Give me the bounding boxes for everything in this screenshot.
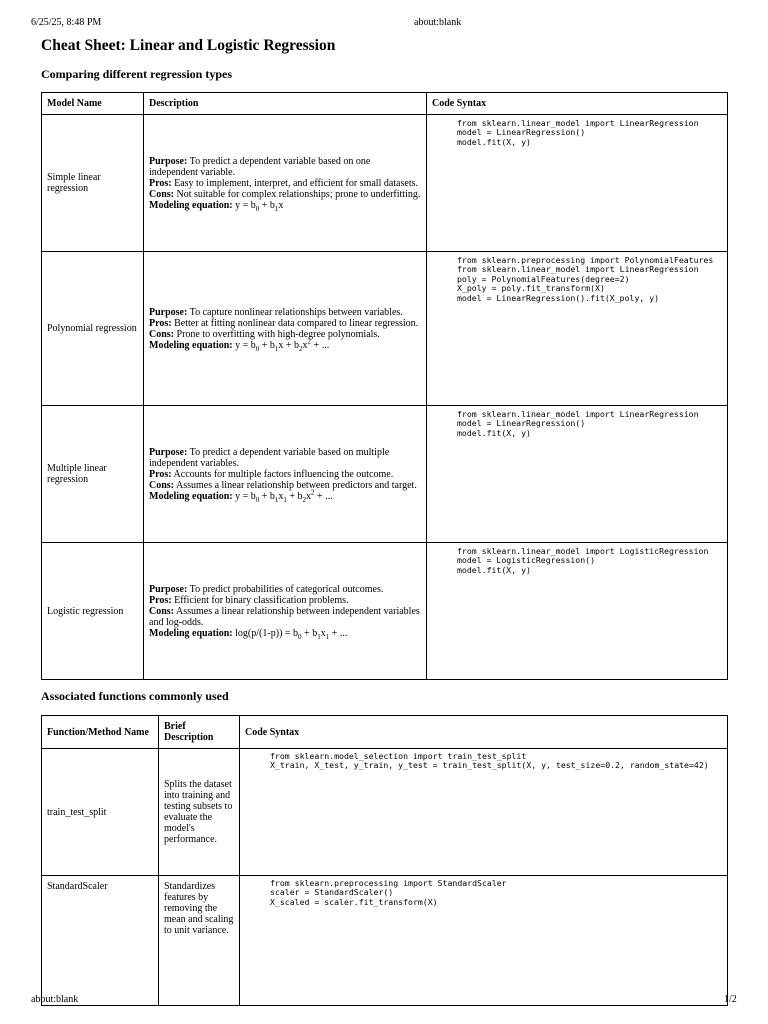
code-cell (240, 749, 728, 876)
cons-text: Not suitable for complex relationships; prone to underfitting. (176, 188, 421, 200)
purpose-label: Purpose: (149, 306, 188, 318)
model-name: Polynomial regression (42, 252, 144, 406)
equation: $y = b_0 + b_1x$ (235, 199, 284, 213)
purpose-text: To capture nonlinear relationships between variables. (189, 306, 403, 318)
regression-types-table (41, 92, 728, 680)
code-cell (427, 543, 728, 680)
equation: $y = b_0 + b_1x + b_2x^2$ + ... (235, 337, 330, 353)
table-row (42, 115, 728, 252)
code-cell (427, 252, 728, 406)
cons-text: Assumes a linear relationship between predictors and target. (175, 479, 417, 491)
table-row (42, 876, 728, 1006)
column-header: Code Syntax (240, 716, 728, 749)
model-description (144, 115, 427, 252)
section-heading-regression-types: Comparing different regression types (41, 67, 232, 81)
section-heading-associated-functions: Associated functions commonly used (41, 689, 229, 703)
cons-label: Cons: (149, 188, 175, 200)
equation-label: Modeling equation: (149, 199, 233, 211)
equation: $\log(p/(1-p)) = b_0 + b_1x_1$ + ... (235, 627, 348, 641)
purpose-label: Purpose: (149, 583, 188, 595)
code-cell (427, 406, 728, 543)
column-header: Model Name (42, 93, 144, 115)
code-snippet: from sklearn.linear_model import LogisticRegression model = LogisticRegression() model.fit(X, y) (457, 547, 709, 575)
print-url-header: about:blank (414, 17, 462, 28)
table-header-row (42, 93, 728, 115)
code-snippet: from sklearn.linear_model import LinearRegression model = LinearRegression() model.fit(X, y) (457, 119, 699, 147)
cons-label: Cons: (149, 605, 175, 617)
model-name: Simple linear regression (42, 115, 144, 252)
page-number: 1/2 (724, 994, 737, 1005)
cons-label: Cons: (149, 479, 175, 491)
equation-label: Modeling equation: (149, 339, 233, 351)
cons-text: Assumes a linear relationship between independent variables and log-odds. (149, 605, 420, 628)
model-description (144, 252, 427, 406)
function-name: train_test_split (42, 749, 159, 876)
table-header-row (42, 716, 728, 749)
code-snippet: from sklearn.preprocessing import StandardScaler scaler = StandardScaler() X_scaled = scaler.fit_transform(X) (270, 879, 507, 907)
code-snippet: from sklearn.linear_model import LinearRegression model = LinearRegression() model.fit(X, y) (457, 410, 699, 438)
pros-label: Pros: (149, 594, 172, 606)
cons-label: Cons: (149, 328, 175, 340)
pros-label: Pros: (149, 468, 172, 480)
equation-label: Modeling equation: (149, 490, 233, 502)
column-header: Description (144, 93, 427, 115)
code-cell (240, 876, 728, 1006)
column-header: Brief Description (159, 716, 240, 749)
equation: $y = b_0 + b_1x_1 + b_2x^2$ + ... (235, 488, 333, 504)
function-name: StandardScaler (42, 876, 159, 1006)
purpose-text: To predict a dependent variable based on one independent variable. (149, 155, 371, 178)
column-header: Function/Method Name (42, 716, 159, 749)
associated-functions-table (41, 715, 728, 1006)
pros-label: Pros: (149, 317, 172, 329)
pros-text: Accounts for multiple factors influencing the outcome. (173, 468, 394, 480)
model-description (144, 406, 427, 543)
equation-label: Modeling equation: (149, 627, 233, 639)
pros-text: Efficient for binary classification problems. (174, 594, 349, 606)
function-description: Splits the dataset into training and testing subsets to evaluate the model's performance. (159, 749, 240, 876)
table-row (42, 749, 728, 876)
cons-text: Prone to overfitting with high-degree polynomials. (176, 328, 380, 340)
table-row (42, 252, 728, 406)
purpose-label: Purpose: (149, 155, 188, 167)
code-snippet: from sklearn.model_selection import train_test_split X_train, X_test, y_train, y_test = train_test_split(X, y, test_size=0.2, random_state=42) (270, 752, 709, 771)
column-header: Code Syntax (427, 93, 728, 115)
purpose-text: To predict a dependent variable based on multiple independent variables. (149, 446, 390, 469)
page-title: Cheat Sheet: Linear and Logistic Regression (41, 37, 336, 54)
table-row (42, 543, 728, 680)
model-description (144, 543, 427, 680)
pros-label: Pros: (149, 177, 172, 189)
pros-text: Better at fitting nonlinear data compared to linear regression. (174, 317, 419, 329)
print-datetime: 6/25/25, 8:48 PM (31, 17, 102, 28)
model-name: Logistic regression (42, 543, 144, 680)
purpose-label: Purpose: (149, 446, 188, 458)
table-row (42, 406, 728, 543)
model-name: Multiple linear regression (42, 406, 144, 543)
code-cell (427, 115, 728, 252)
pros-text: Easy to implement, interpret, and efficient for small datasets. (174, 177, 418, 189)
purpose-text: To predict probabilities of categorical outcomes. (189, 583, 384, 595)
print-url-footer: about:blank (31, 994, 79, 1005)
function-description: Standardizes features by removing the mean and scaling to unit variance. (159, 876, 240, 1006)
code-snippet: from sklearn.preprocessing import PolynomialFeatures from sklearn.linear_model import LinearRegression poly = PolynomialFeatures(degree=2) X_poly = poly.fit_transform(X) model = LinearRegression().fit(X_poly, y) (457, 256, 714, 303)
